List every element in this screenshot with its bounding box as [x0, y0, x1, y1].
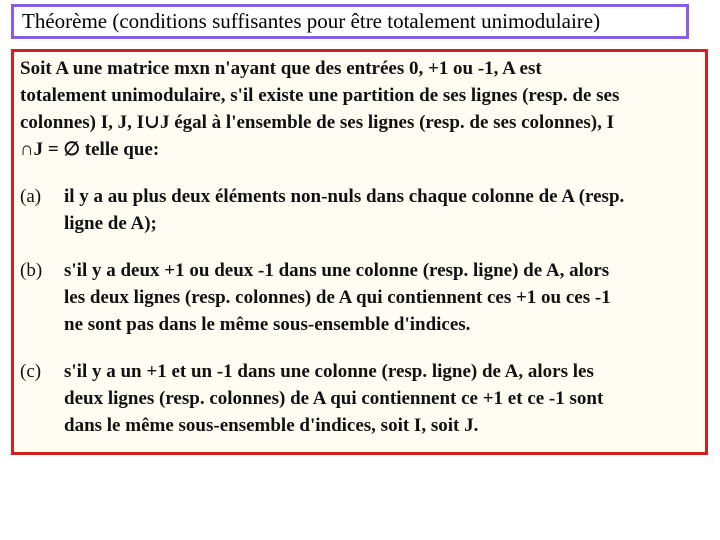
condition-c-line-1: s'il y a un +1 et un -1 dans une colonne (resp. ligne) de A, alors les	[64, 361, 594, 382]
spacer	[20, 163, 697, 183]
condition-c-label: (c)	[20, 361, 42, 382]
condition-a	[20, 183, 697, 237]
spacer	[20, 338, 697, 358]
condition-b	[20, 257, 697, 338]
condition-b-body	[64, 257, 697, 338]
condition-b-label: (b)	[20, 260, 43, 281]
condition-b-line-3: ne sont pas dans le même sous-ensemble d'indices.	[64, 314, 471, 335]
condition-c	[20, 358, 697, 439]
condition-b-line-1: s'il y a deux +1 ou deux -1 dans une colonne (resp. ligne) de A, alors	[64, 260, 610, 281]
condition-b-line-2: les deux lignes (resp. colonnes) de A qui contiennent ces +1 ou ces -1	[64, 287, 611, 308]
theorem-statement-box	[11, 49, 708, 455]
condition-a-body	[64, 183, 697, 237]
condition-c-line-3: dans le même sous-ensemble d'indices, soit I, soit J.	[64, 415, 479, 436]
intro-line-1-text: Soit A une matrice mxn n'ayant que des entrées 0, +1 ou -1, A est	[20, 58, 542, 79]
intro-line-1	[20, 55, 697, 82]
condition-a-line-1: il y a au plus deux éléments non-nuls dans chaque colonne de A (resp.	[64, 186, 625, 207]
intro-line-4-text: ∩J = ∅ telle que:	[20, 139, 160, 160]
spacer	[20, 237, 697, 257]
theorem-title-box	[11, 4, 689, 39]
intro-line-3-text: colonnes) I, J, I∪J égal à l'ensemble de ses lignes (resp. de ses colonnes), I	[20, 112, 615, 133]
theorem-title: Théorème (conditions suffisantes pour être totalement unimodulaire)	[22, 9, 601, 33]
condition-a-line-2: ligne de A);	[64, 213, 157, 234]
intro-line-4	[20, 136, 697, 163]
condition-c-body	[64, 358, 697, 439]
intro-line-2	[20, 82, 697, 109]
intro-line-3	[20, 109, 697, 136]
condition-c-line-2: deux lignes (resp. colonnes) de A qui contiennent ce +1 et ce -1 sont	[64, 388, 604, 409]
intro-line-2-text: totalement unimodulaire, s'il existe une partition de ses lignes (resp. de ses	[20, 85, 620, 106]
condition-a-label: (a)	[20, 186, 42, 207]
